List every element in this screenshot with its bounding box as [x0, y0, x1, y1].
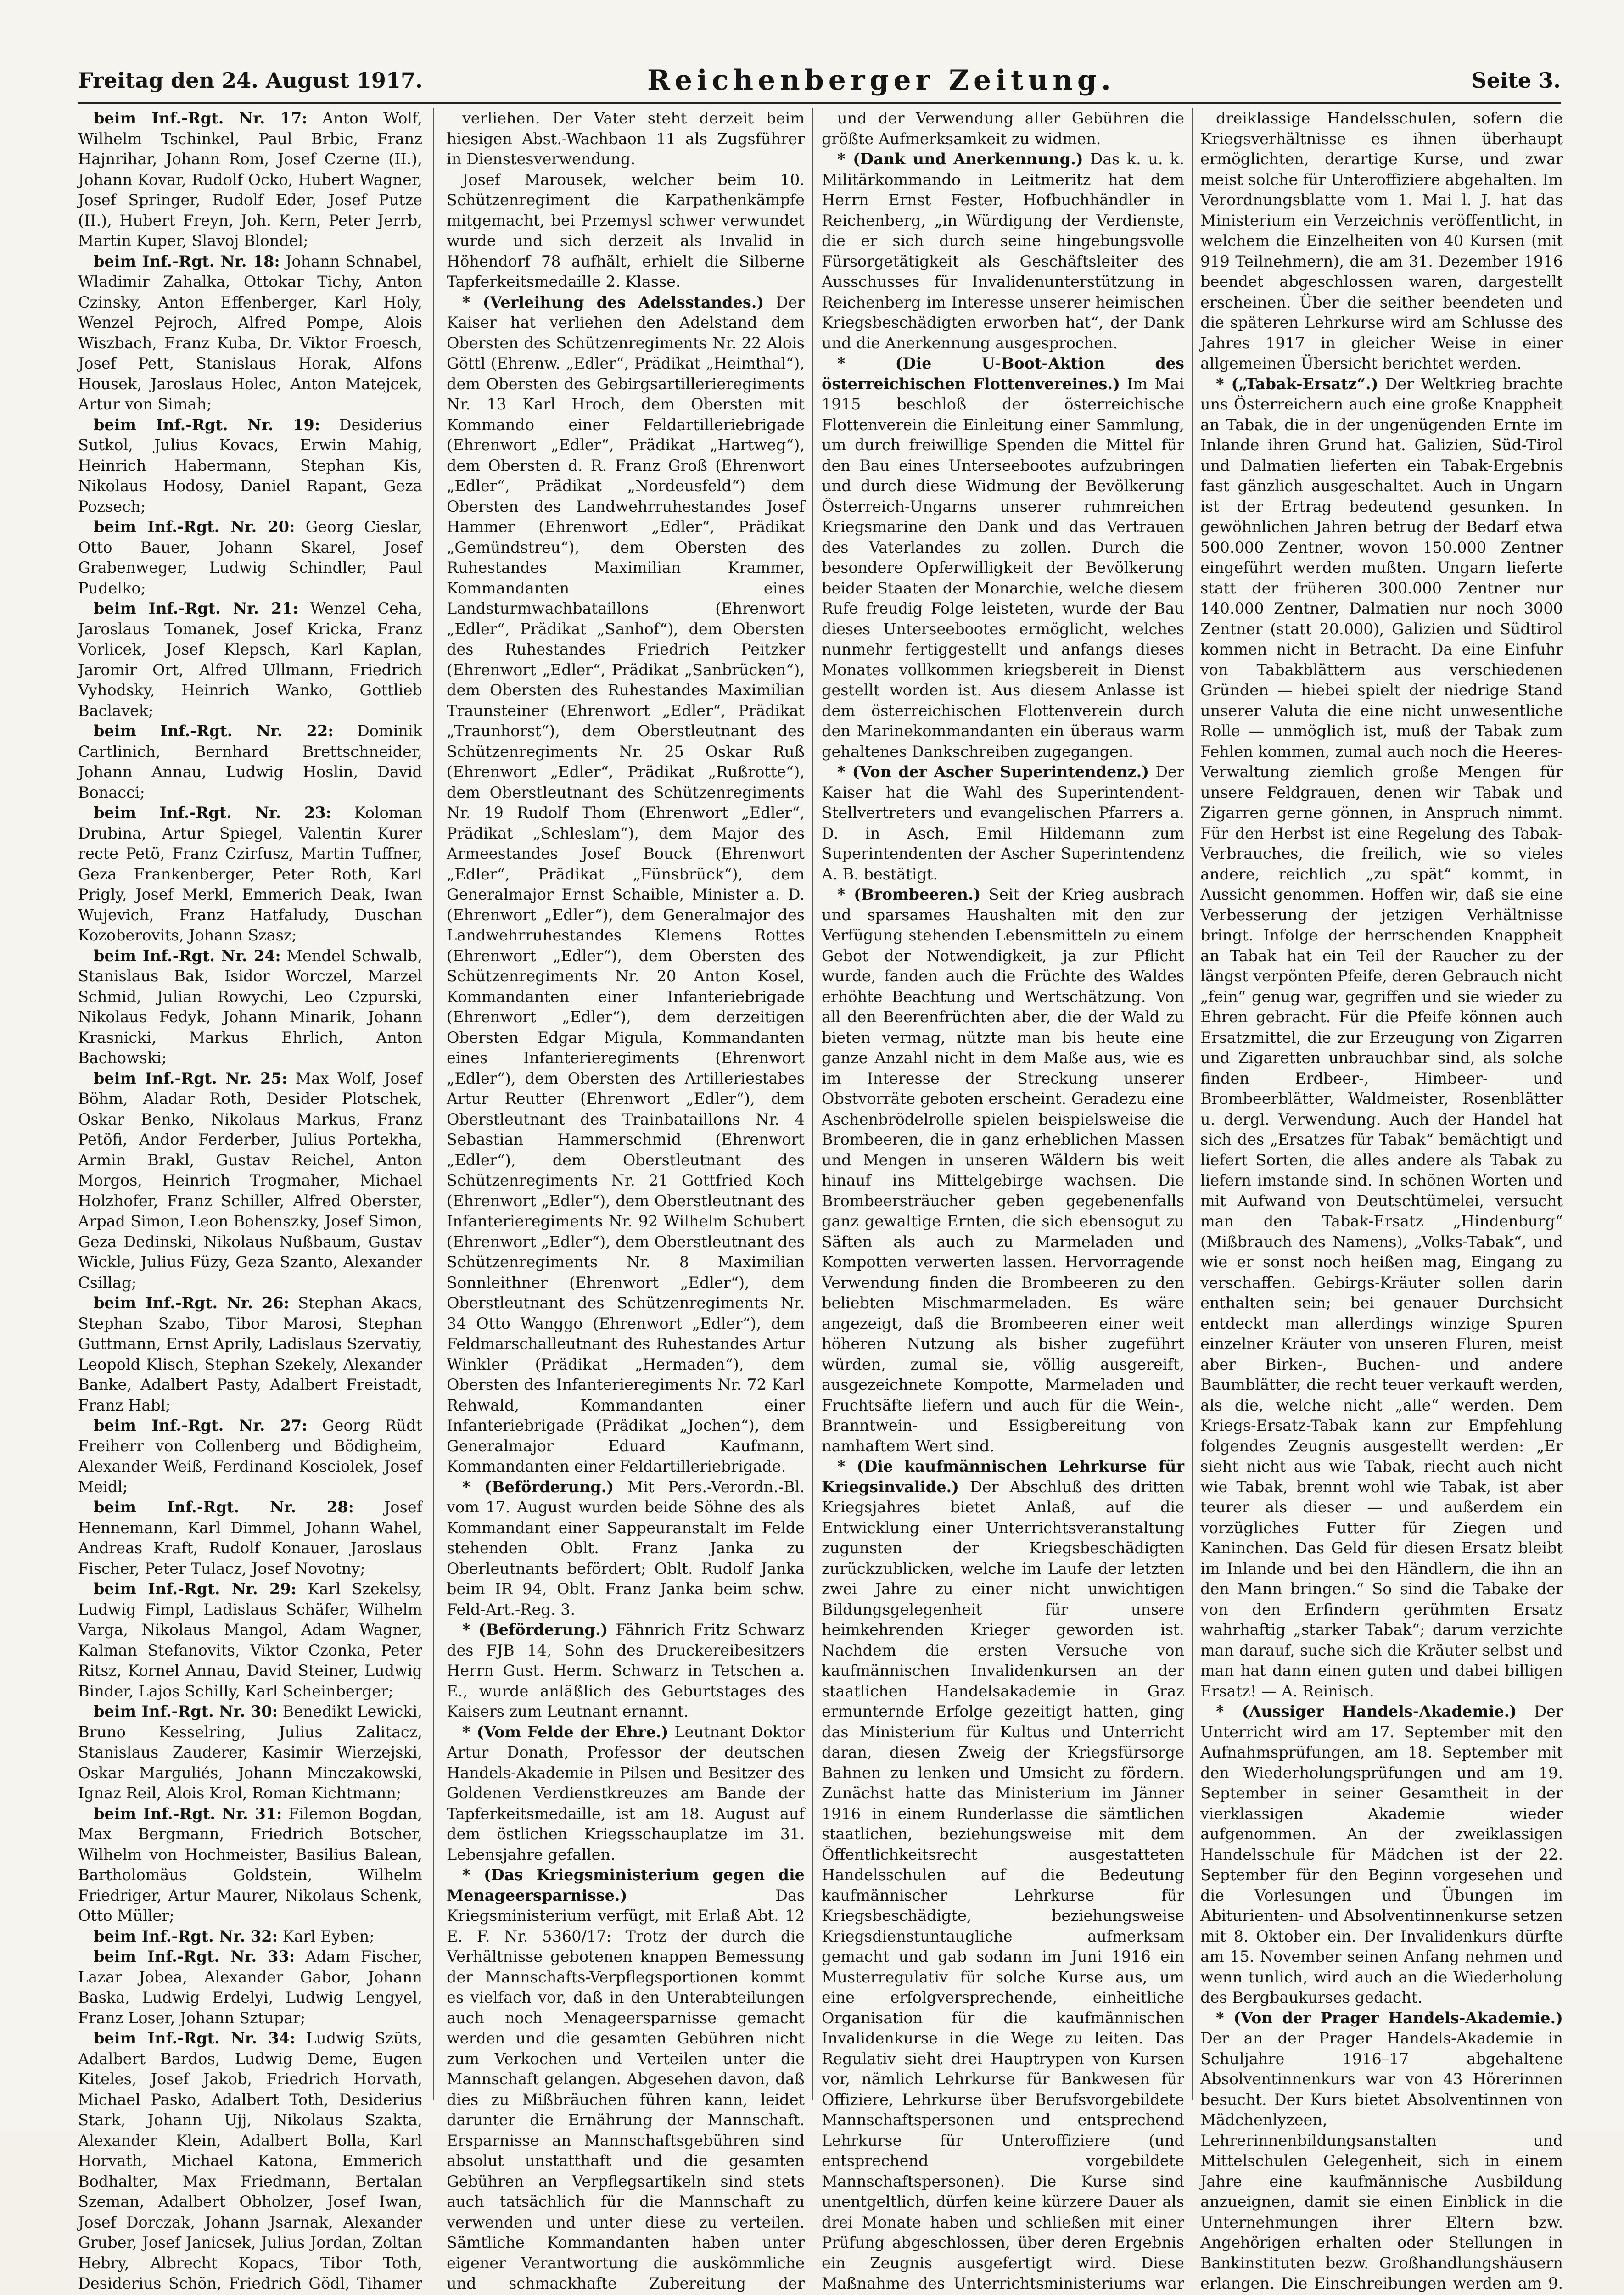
- regiment-entry-text: Filemon Bogdan, Max Bergmann, Friedrich Botscher, Wilhelm von Hochmeister, Basilius Balean, Bartholomäus Goldstein, Wilhelm Friedriger, Artur Maurer, Nikolaus Schenk, Otto Müller;: [78, 1805, 422, 1925]
- regiment-entry-heading: beim Inf.-Rgt. Nr. 28:: [94, 1498, 354, 1516]
- regiment-entry-text: Dominik Cartlinich, Bernhard Brettschneider, Johann Annau, Ludwig Hoslin, David Bonacci;: [78, 722, 422, 801]
- regiment-entry-text: Karl Eyben;: [283, 1927, 375, 1945]
- regiment-entry: [78, 599, 422, 721]
- regiment-entry: [78, 1947, 422, 2028]
- regiment-entry-heading: beim Inf.-Rgt. Nr. 31:: [94, 1805, 282, 1823]
- news-item: [447, 1620, 805, 1722]
- regiment-entry-heading: beim Inf.-Rgt. Nr. 23:: [94, 804, 331, 822]
- regiment-entry: [78, 1926, 422, 1947]
- regiment-entry-text: Benedikt Lewicki, Bruno Kesselring, Julius Zalitacz, Stanislaus Zauderer, Kasimir Wierzejski, Oskar Marguliés, Johann Minczakowski, Ignaz Reil, Alois Krol, Roman Kichtmann;: [78, 1702, 422, 1802]
- regiment-entry: [78, 415, 422, 517]
- news-item-heading: * (Beförderung.): [462, 1478, 614, 1496]
- news-item-text: Das k. u. k. Militärkommando in Leitmeritz hat dem Herrn Ernst Fester, Hofbuchhändler in Reichenberg, „in Würdigung der Verdienste, die er sich durch seine hingebungsvolle Fürsorgetätigkeit als Geschäftsleiter des Ausschusses für Invalidenunterstützung in Reichenberg im Interesse unserer heimischen Kriegsbeschädigten erworben hat“, der Dank und die Anerkennung ausgesprochen.: [822, 150, 1184, 352]
- news-item: [1200, 374, 1563, 1702]
- regiment-entry-text: Stephan Akacs, Stephan Szabo, Tibor Marosi, Stephan Guttmann, Ernst Aprily, Ladislaus Szervatiy, Leopold Klisch, Stephan Szekely, Alexander Banke, Adalbert Pasty, Adalbert Freistadt, Franz Habl;: [78, 1294, 422, 1414]
- regiment-entry: [78, 517, 422, 599]
- page-number: Seite 3.: [1471, 68, 1561, 93]
- regiment-entry-heading: beim Inf.-Rgt. Nr. 17:: [94, 109, 308, 127]
- regiment-entry: [78, 721, 422, 803]
- regiment-entry: [78, 108, 422, 252]
- news-item: [447, 108, 805, 170]
- news-item: [822, 884, 1184, 1456]
- news-item-heading: * (Die kaufmännischen Lehrkurse für Kriegsinvalide.): [822, 1457, 1184, 1496]
- regiment-entry-heading: beim Inf.-Rgt. Nr. 32:: [94, 1927, 278, 1945]
- regiment-entry-heading: beim Inf.-Rgt. Nr. 22:: [94, 722, 334, 740]
- news-item-text: Der Abschluß des dritten Kriegsjahres bietet Anlaß, auf die Entwicklung einer Unterrichtsveranstaltung zugunsten der Kriegsbeschädigten zurückzublicken, welche im Laufe der letzten zwei Jahre zu einer nicht unwichtigen Bildungsgelegenheit für unsere heimkehrenden Krieger geworden ist. Nachdem die ersten Versuche von kaufmännischen Invalidenkursen an der staatlichen Handelsakademie in Graz ermunternde Erfolge gezeitigt hatten, ging das Ministerium für Kultus und Unterricht daran, diesen Zweig der Kriegsfürsorge Bahnen zu lenken und Umsicht zu fördern. Zunächst hatte das Ministerium im Jänner 1916 in einem Runderlasse die sämtlichen staatlichen, beziehungsweise mit dem Öffentlichkeitsrecht ausgestatteten Handelsschulen auf die Bedeutung kaufmännischer Lehrkurse für Kriegsbeschädigte, beziehungsweise Kriegsdienstuntaugliche aufmerksam gemacht und gab sodann im Juni 1916 ein Musterregulativ für solche Kurse aus, um eine erfolgversprechende, einheitliche Organisation für die kaufmännischen Invalidenkurse in die Wege zu leiten. Das Regulativ sieht drei Hauptrypen von Kursen vor, nämlich Lehrkurse für Bankwesen für Offiziere, Lehrkurse über Berufsvorgebildete Mannschaftspersonen und entsprechend Lehrkurse für Unteroffiziere (und entsprechend vorgebildete Mannschaftspersonen). Die Kurse sind unentgeltlich, dürfen keine kürzere Dauer als drei Monate haben und schließen mit einer Prüfung abgeschlossen, über deren Ergebnis ein Zeugnis ausgefertigt wird. Diese Maßnahme des Unterrichtsministeriums war: [822, 1478, 1184, 2295]
- regiment-entry-heading: beim Inf.-Rgt. Nr. 19:: [94, 416, 320, 434]
- regiment-entry-text: Georg Rüdt Freiherr von Collenberg und Bödigheim, Alexander Weiß, Ferdinand Kosciolek, Josef Meidl;: [78, 1416, 422, 1496]
- regiment-entry-text: Johann Schnabel, Wladimir Zahalka, Ottokar Tichy, Anton Czinsky, Anton Effenberger, Karl Holy, Wenzel Pejroch, Alfred Pompe, Alois Wiszbach, Franz Kuba, Dr. Viktor Froesch, Josef Pett, Stanislaus Horak, Alfons Housek, Jaroslaus Holec, Anton Matejcek, Artur von Simah;: [78, 252, 422, 414]
- article-list: [1200, 108, 1563, 2295]
- article-list: [822, 108, 1184, 2295]
- news-item-text: dreiklassige Handelsschulen, sofern die Kriegsverhältnisse es ihnen überhaupt ermöglichten, derartige Kurse, und zwar meist solche für Unteroffiziere abgehalten. Im Verordnungsblatte vom 1. Mai l. J. hat das Ministerium ein Verzeichnis veröffentlicht, in welchem die Einzelheiten von 40 Kursen (mit 919 Teilnehmern), die am 31. Dezember 1916 beendet abgeschlossen waren, dargestellt erscheinen. Über die seither beendeten und die späteren Lehrkurse wird am Schlusse des Jahres 1917 in gleicher Weise in einer allgemeinen Übersicht berichtet werden.: [1200, 109, 1563, 372]
- page-header: [78, 68, 1561, 96]
- news-item-text: Der Unterricht wird am 17. September mit den Aufnahmsprüfungen, am 18. September mit den Wiederholungsprüfungen und am 19. September in seiner Gesamtheit in der vierklassigen Akademie wieder aufgenommen. An der zweiklassigen Handelsschule für Mädchen ist der 22. September für den Beginn vorgesehen und die Vorlesungen und Übungen im Abiturienten- und Absolventinnenkurse setzen mit 8. Oktober ein. Der Invalidenkurs dürfte am 15. November seinen Anfang nehmen und wenn tunlich, wird auch an die Wiederholung des Bergbaukurses gedacht.: [1200, 1702, 1563, 2006]
- regiment-entry-text: Max Wolf, Josef Böhm, Aladar Roth, Desider Plotschek, Oskar Benko, Nikolaus Markus, Franz Petöfi, Andor Ferderber, Julius Portekha, Armin Brakl, Gustav Reichel, Anton Morgos, Heinrich Trogmaher, Michael Holzhofer, Franz Schiller, Alfred Oberster, Arpad Simon, Leon Bohenszky, Josef Simon, Geza Dedinski, Nikolaus Nußbaum, Gustav Wickle, Julius Füzy, Geza Szanto, Alexander Csillag;: [78, 1069, 422, 1292]
- news-item-text: verliehen. Der Vater steht derzeit beim hiesigen Abst.-Wachbaon 11 als Zugsführer in Dienstesverwendung.: [447, 109, 805, 168]
- regiment-entry: [78, 1804, 422, 1926]
- news-item-text: Der Kaiser hat verliehen den Adelstand dem Obersten des Schützenregiments Nr. 22 Alois Göttl (Ehrenw. „Edler“, Prädikat „Heimthal“), dem Obersten des Gebirgsartillerieregiments Nr. 13 Karl Hroch, dem Obersten mit Kommando einer Feldartilleriebrigade (Ehrenwort „Edler“, Prädikat „Hartweg“), dem Obersten d. R. Franz Groß (Ehrenwort „Edler“, Prädikat „Nordeusfeld“) dem Obersten des Landwehrruhestandes Josef Hammer (Ehrenwort „Edler“, Prädikat „Gemündstreu“), dem Obersten des Ruhestandes Maximilian Krammer, Kommandanten eines Landsturmwachbataillons (Ehrenwort „Edler“, Prädikat „Sanhof“), dem Obersten des Ruhestandes Friedrich Peitzker (Ehrenwort „Edler“, Prädikat „Sanbrücken“), dem Obersten des Ruhestandes Maximilian Traunsteiner (Ehrenwort „Edler“, Prädikat „Traunhorst“), dem Oberstleutnant des Schützenregiments Nr. 25 Oskar Ruß (Ehrenwort „Edler“, Prädikat „Rußrotte“), dem Oberstleutnant des Schützenregiments Nr. 19 Rudolf Thom (Ehrenwort „Edler“, Prädikat „Schleslam“), dem Major des Armeestandes Josef Bouck (Ehrenwort „Edler“, Prädikat „Fünsbrück“), dem Generalmajor Ernst Schaible, Minister a. D. (Ehrenwort „Edler“), dem Generalmajor des Landwehrruhestandes Klemens Rottes (Ehrenwort „Edler“), dem Obersten des Schützenregiments Nr. 20 Anton Kosel, Kommandanten einer Infanteriebrigade (Ehrenwort „Edler“), dem derzeitigen Obersten Edgar Migula, Kommandanten eines Infanterieregiments (Ehrenwort „Edler“), dem Obersten des Artilleriestabes Artur Reutter (Ehrenwort „Edler“), dem Oberstleutnant des Trainbataillons Nr. 4 Sebastian Hammerschmid (Ehrenwort „Edler“), dem Oberstleutnant des Schützenregiments Nr. 21 Gottfried Koch (Ehrenwort „Edler“), dem Oberstleutnant des Infanterieregiments Nr. 92 Wilhelm Schubert (Ehrenwort „Edler“), dem Oberstleutnant des Schützenregiments Nr. 8 Maximilian Sonnleithner (Ehrenwort „Edler“), dem Oberstleutnant des Schützenregiments Nr. 34 Otto Wanggo (Ehrenwort „Edler“), dem Feldmarschalleutnant des Ruhestandes Artur Winkler (Prädikat „Hermaden“), dem Obersten des Infanterieregiments Nr. 72 Karl Rehwald, Kommandanten einer Infanteriebrigade (Prädikat „Jochen“), dem Generalmajor Eduard Kaufmann, Kommandanten einer Feldartilleriebrigade.: [447, 293, 805, 1476]
- regiment-entry-text: Wenzel Ceha, Jaroslaus Tomanek, Josef Kricka, Franz Vorlicek, Josef Klepsch, Karl Kaplan, Jaromir Ort, Alfred Ullmann, Friedrich Vyhodsky, Heinrich Wanko, Gottlieb Baclavek;: [78, 599, 422, 720]
- regiment-entry-text: Mendel Schwalb, Stanislaus Bak, Isidor Worczel, Marzel Schmid, Julian Rowychi, Leo Czpurski, Nikolaus Fedyk, Johann Minarik, Johann Krasnicki, Markus Ehrlich, Anton Bachowski;: [78, 947, 422, 1067]
- regiment-list: [78, 108, 422, 2295]
- column-divider: [1192, 108, 1193, 2100]
- news-item-heading: * (Von der Ascher Superintendenz.): [837, 763, 1149, 781]
- regiment-entry: [78, 1069, 422, 1293]
- news-item-text: Der an der Prager Handels-Akademie in Schuljahre 1916–17 abgehaltene Absolventinnenkurs war von 43 Hörerinnen besucht. Der Kurs bietet Absolventinnen von Mädchenlyzeen, Lehrerinnenbildungsanstalten und Mittelschulen Gelegenheit, sich in einem Jahre eine kaufmännische Ausbildung anzueignen, damit sie einen Einblick in die Unternehmungen ihrer Eltern bzw. Angehörigen erhalten oder Stellungen in Bankinstituten bezw. Großhandlungshäusern erlangen. Die Einschreibungen werden am 9.: [1200, 2029, 1563, 2295]
- issue-date: Freitag den 24. August 1917.: [78, 68, 423, 93]
- column-2: [447, 108, 805, 2100]
- news-item-text: Im Mai 1915 beschloß der österreichische Flottenverein die Einleitung einer Sammlung, um durch freiwillige Spenden die Mittel für den Bau eines Unterseebootes aufzubringen und durch diese Widmung der Bevölkerung Österreich-Ungarns unserer ruhmreichen Kriegsmarine den Dank und das Vertrauen des Vaterlandes zu zollen. Durch die besondere Opferwilligkeit der Bevölkerung beider Staaten der Monarchie, welche diesem Rufe freudig Folge leisteten, wurde der Bau dieses Unterseebootes ermöglicht, welches nunmehr fertiggestellt und anfangs dieses Monates vollkommen kriegsbereit in Dienst gestellt worden ist. Aus diesem Anlasse ist dem österreichischen Flottenverein durch den Marinekommandanten ein überaus warm gehaltenes Dankschreiben zugegangen.: [822, 375, 1184, 761]
- header-rule: [78, 102, 1561, 104]
- newspaper-title: Reichenberger Zeitung.: [647, 64, 1115, 96]
- news-item-text: Josef Marousek, welcher beim 10. Schützenregiment die Karpathenkämpfe mitgemacht, bei Przemysl schwer verwundet wurde und sich derzeit als Invalid in Höhendorf 78 aufhält, erhielt die Silberne Tapferkeitsmedaille 2. Klasse.: [447, 171, 805, 291]
- news-item: [822, 108, 1184, 149]
- news-item-text: und der Verwendung aller Gebühren die größte Aufmerksamkeit zu widmen.: [822, 109, 1184, 148]
- news-item-heading: * (Beförderung.): [462, 1621, 608, 1639]
- news-item-text: Das Kriegsministerium verfügt, mit Erlaß Abt. 12 E. F. Nr. 5360/17: Trotz der durch die Verhältnisse gebotenen knappen Bemessung der Mannschafts-Verpflegsportionen kommt es vielfach vor, daß in den Unterabteilungen auch noch Menageersparnisse gemacht werden und die gesamten Gebühren nicht zum Verkochen und Verteilen unter die Mannschaft gelangen. Abgesehen davon, daß dies zu Mißbräuchen führen kann, leidet darunter die Ernährung der Mannschaft. Ersparnisse an Mannschaftsgebühren sind absolut unstatthaft und die gesamten Gebühren an Verpflegsartikeln sind stets auch tatsächlich für die Mannschaft zu verwenden und unter diese zu verteilen. Sämtliche Kommandanten haben unter eigener Verantwortung die auskömmliche und schmackhafte Zubereitung der: [447, 1886, 805, 2295]
- column-divider: [812, 108, 813, 2100]
- regiment-entry-heading: beim Inf.-Rgt. Nr. 25:: [94, 1069, 287, 1087]
- regiment-entry: [78, 1702, 422, 1804]
- regiment-entry: [78, 1579, 422, 1702]
- column-1: [78, 108, 422, 2100]
- regiment-entry: [78, 252, 422, 415]
- news-item: [822, 149, 1184, 353]
- news-item: [822, 1456, 1184, 2295]
- news-item-heading: * (Das Kriegsministerium gegen die Menageersparnisse.): [447, 1866, 805, 1904]
- news-item-heading: * (Verleihung des Adelsstandes.): [462, 293, 764, 311]
- news-item-text: Seit der Krieg ausbrach und sparsames Haushalten mit den zur Verfügung stehenden Lebensmitteln zu einem Gebot der Notwendigkeit, ja zur Pflicht wurde, fanden auch die Früchte des Waldes erhöhte Beachtung und Wertschätzung. Von all den Beerenfrüchten aber, die der Wald zu bieten vermag, nützte man bis heute eine ganze Anzahl nicht in dem Maße aus, wie es im Interesse der Streckung unserer Obstvorräte geboten erscheint. Geradezu eine Aschenbrödelrolle spielen beispielsweise die Brombeeren, die in ganz erheblichen Massen und Mengen in unseren Wäldern bis weit hinauf ins Mittelgebirge wachsen. Die Brombeersträucher geben gegebenenfalls ganz gewaltige Ernten, die sich ebensogut zu Säften als auch zu Marmeladen und Kompotten verwerten lassen. Hervorragende Verwendung finden die Brombeeren zu den beliebten Mischmarmeladen. Es wäre angezeigt, daß die Brombeeren einer weit höheren Nutzung als bisher zugeführt würden, zumal sie, völlig ausgereift, ausgezeichnete Kompotte, Marmeladen und Fruchtsäfte liefern und auch für die Wein-, Branntwein- und Essigbereitung von namhaftem Wert sind.: [822, 885, 1184, 1455]
- news-item: [822, 353, 1184, 762]
- regiment-entry-text: Anton Wolf, Wilhelm Tschinkel, Paul Brbic, Franz Hajnrihar, Johann Rom, Josef Czerne (II.), Johann Kovar, Rudolf Ocko, Hubert Wagner, Josef Springer, Rudolf Eder, Josef Putze (II.), Hubert Freyn, Joh. Kern, Peter Jerrb, Martin Kuper, Slavoj Blondel;: [78, 109, 422, 250]
- regiment-entry: [78, 946, 422, 1069]
- news-item: [447, 1722, 805, 1865]
- regiment-entry-heading: beim Inf.-Rgt. Nr. 20:: [94, 518, 295, 536]
- column-4: [1200, 108, 1563, 2100]
- news-item-heading: * („Tabak-Ersatz“.): [1216, 375, 1378, 393]
- regiment-entry-heading: beim Inf.-Rgt. Nr. 29:: [94, 1580, 297, 1598]
- regiment-entry-text: Josef Hennemann, Karl Dimmel, Johann Wahel, Andreas Kraft, Rudolf Konauer, Jaroslaus Fischer, Peter Tulacz, Josef Novotny;: [78, 1498, 422, 1578]
- regiment-entry-heading: beim Inf.-Rgt. Nr. 34:: [94, 2029, 295, 2047]
- regiment-entry-text: Koloman Drubina, Artur Spiegel, Valentin Kurer recte Petö, Franz Czirfusz, Martin Tuffner, Geza Frankenberger, Peter Roth, Karl Prigly, Josef Merkl, Emmerich Deak, Iwan Wujevich, Franz Hatfaludy, Duschan Kozoberovits, Johann Szasz;: [78, 804, 422, 944]
- news-item: [447, 1865, 805, 2295]
- article-list: [447, 108, 805, 2295]
- news-item: [1200, 1702, 1563, 2008]
- news-item-text: Fähnrich Fritz Schwarz des FJB 14, Sohn des Druckereibesitzers Herrn Gust. Herm. Schwarz in Tetschen a. E., wurde anläßlich des Geburtstages des Kaisers zum Leutnant ernannt.: [447, 1621, 805, 1720]
- news-item-text: Leutnant Doktor Artur Donath, Professor der deutschen Handels-Akademie in Pilsen und Besitzer des Goldenen Verdienstkreuzes am Bande der Tapferkeitsmedaille, ist am 18. August auf dem östlichen Kriegsschauplatze im 31. Lebensjahre gefallen.: [447, 1723, 805, 1864]
- news-item-text: Der Weltkrieg brachte uns Österreichern auch eine große Knappheit an Tabak, die in der ungenügenden Ernte im Inlande ihren Grund hat. Galizien, Süd-Tirol und Dalmatien lieferten ein Tabak-Ergebnis fast gänzlich ausgeschaltet. Auch in Ungarn ist der Ertrag bedeutend gesunken. In gewöhnlichen Jahren betrug der Bedarf etwa 500.000 Zentner, wovon 150.000 Zentner eingeführt werden mußten. Ungarn lieferte statt der früheren 300.000 Zentner nur 140.000 Zentner, Dalmatien nur noch 3000 Zentner (statt 20.000), Galizien und Südtirol kommen nicht in Betracht. Da eine Einfuhr von Tabakblättern aus verschiedenen Gründen — hiebei spielt der niedrige Stand unserer Valuta die eine nicht unwesentliche Rolle — unmöglich ist, muß der Tabak zum Fehlen kommen, zumal auch noch die Heeres-Verwaltung ziemlich große Mengen für unsere Feldgrauen, denen wir Tabak und Zigarren gerne gönnen, in Anspruch nimmt. Für den Herbst ist eine Regelung des Tabak-Verbrauches, die freilich, wie so vieles andere, reichlich „zu spät“ kommt, in Aussicht genommen. Hoffen wir, daß sie eine Verbesserung der jetzigen Verhältnisse bringt. Infolge der herrschenden Knappheit an Tabak hat ein Teil der Raucher zu der längst verpönten Pfeife, deren Gebrauch nicht „fein“ genug war, gegriffen und sie wieder zu Ehren gebracht. Für die Pfeife können auch Ersatzmittel, die zur Erzeugung von Zigarren und Zigaretten unbrauchbar sind, als solche finden Erdbeer-, Himbeer- und Brombeerblätter, Waldmeister, Rosenblätter u. dergl. Verwendung. Auch der Handel hat sich des „Ersatzes für Tabak“ bemächtigt und liefert Sorten, die alles andere als Tabak zu liefern imstande sind. In schönen Worten und mit Aufwand von Deutschtümelei, versucht man den Tabak-Ersatz „Hindenburg“ (Mißbrauch des Namens), „Volks-Tabak“, und wie er sonst noch heißen mag, Eingang zu verschaffen. Gebirgs-Kräuter sollen darin enthalten sein; bei genauer Durchsicht entdeckt man allerdings winzige Spuren einzelner Kräuter von unseren Fluren, meist aber Birken-, Buchen- und andere Baumblätter, die recht teuer verkauft werden, als die, welche nicht „alle“ werden. Dem Kriegs-Ersatz-Tabak kann zur Empfehlung folgendes Zeugnis ausgestellt werden: „Er sieht nicht aus wie Tabak, riecht auch nicht wie Tabak, brennt wohl wie Tabak, ist aber teurer als dieser — und außerdem ein vorzügliches Futter für Ziegen und Kaninchen. Das Geld für diesen Ersatz bleibt im Inlande und bei den Händlern, die ihn an den Mann bringen.“ So sind die Tabake der von den Erfindern gerühmten Ersatz wahrhaftig „starker Tabak“; darum verzichte man darauf, suche sich die Kräuter selbst und man hat dann einen guten und dabei billigen Ersatz! — A. Reinisch.: [1200, 375, 1563, 1700]
- column-3: [822, 108, 1184, 2100]
- regiment-entry: [78, 2028, 422, 2295]
- news-item-text: Der Kaiser hat die Wahl des Superintendent-Stellvertreters und evangelischen Pfarrers a. D. in Asch, Emil Hildemann zum Superintendenten der Ascher Superintendenz A. B. bestätigt.: [822, 763, 1184, 883]
- regiment-entry-text: Desiderius Sutkol, Julius Kovacs, Erwin Mahig, Heinrich Habermann, Stephan Kis, Nikolaus Hodosy, Daniel Rapant, Geza Pozsech;: [78, 416, 422, 515]
- regiment-entry-text: Karl Szekelsy, Ludwig Fimpl, Ladislaus Schäfer, Wilhelm Varga, Nikolaus Mangol, Adam Wagner, Kalman Stefanovits, Viktor Czonka, Peter Ritsz, Kornel Annau, David Steiner, Ludwig Binder, Lajos Schilly, Karl Scheinberger;: [78, 1580, 422, 1700]
- regiment-entry-heading: beim Inf.-Rgt. Nr. 33:: [94, 1948, 295, 1965]
- news-item: [1200, 2008, 1563, 2295]
- news-item: [822, 762, 1184, 884]
- news-item-heading: * (Aussiger Handels-Akademie.): [1216, 1702, 1517, 1720]
- regiment-entry-heading: beim Inf.-Rgt. Nr. 24:: [94, 947, 281, 965]
- regiment-entry-heading: beim Inf.-Rgt. Nr. 30:: [94, 1702, 278, 1720]
- column-divider: [433, 108, 434, 2100]
- regiment-entry: [78, 1293, 422, 1416]
- regiment-entry-text: Ludwig Szüts, Adalbert Bardos, Ludwig Deme, Eugen Kiteles, Josef Jakob, Friedrich Horvath, Michael Pasko, Adalbert Toth, Desiderius Stark, Johann Ujj, Nikolaus Szakta, Alexander Klein, Adalbert Bolla, Karl Horvath, Michael Katona, Emmerich Bodhalter, Max Friedmann, Bertalan Szeman, Adalbert Obholzer, Josef Iwan, Josef Dorczak, Johann Jsarnak, Alexander Gruber, Josef Janicsek, Julius Jordan, Zoltan Hebry, Albrecht Kopacs, Tibor Toth, Desiderius Schön, Friedrich Gödl, Tihamer: [78, 2029, 422, 2295]
- news-item: [447, 292, 805, 1477]
- regiment-entry-text: Adam Fischer, Lazar Jobea, Alexander Gabor, Johann Baska, Ludwig Erdelyi, Ludwig Lengyel, Franz Loser, Johann Sztupar;: [78, 1948, 422, 2027]
- news-item: [447, 170, 805, 292]
- regiment-entry-heading: beim Inf.-Rgt. Nr. 27:: [94, 1416, 308, 1434]
- news-item-text: Mit Pers.-Verordn.-Bl. vom 17. August wurden beide Söhne des als Kommandant einer Sappeuranstalt im Felde stehenden Oblt. Franz Janka zu Oberleutnants befördert; Oblt. Rudolf Janka beim IR 94, Oblt. Franz Janka beim schw. Feld-Art.-Reg. 3.: [447, 1478, 805, 1618]
- regiment-entry: [78, 1497, 422, 1579]
- regiment-entry: [78, 1416, 422, 1497]
- regiment-entry: [78, 803, 422, 946]
- news-item-heading: * (Die U-Boot-Aktion des österreichischen Flottenvereines.): [822, 354, 1184, 393]
- news-item-heading: * (Dank und Anerkennung.): [837, 150, 1083, 168]
- regiment-entry-heading: beim Inf.-Rgt. Nr. 21:: [94, 599, 298, 617]
- news-item: [447, 1477, 805, 1620]
- news-item-heading: * (Brombeeren.): [837, 885, 980, 903]
- regiment-entry-heading: beim Inf.-Rgt. Nr. 26:: [94, 1294, 289, 1312]
- news-item: [1200, 108, 1563, 374]
- regiment-entry-text: Georg Cieslar, Otto Bauer, Johann Skarel, Josef Grabenweger, Ludwig Schindler, Paul Pudelko;: [78, 518, 422, 597]
- news-item-heading: * (Von der Prager Handels-Akademie.): [1216, 2009, 1563, 2027]
- news-item-heading: * (Vom Felde der Ehre.): [462, 1723, 668, 1741]
- regiment-entry-heading: beim Inf.-Rgt. Nr. 18:: [94, 252, 280, 270]
